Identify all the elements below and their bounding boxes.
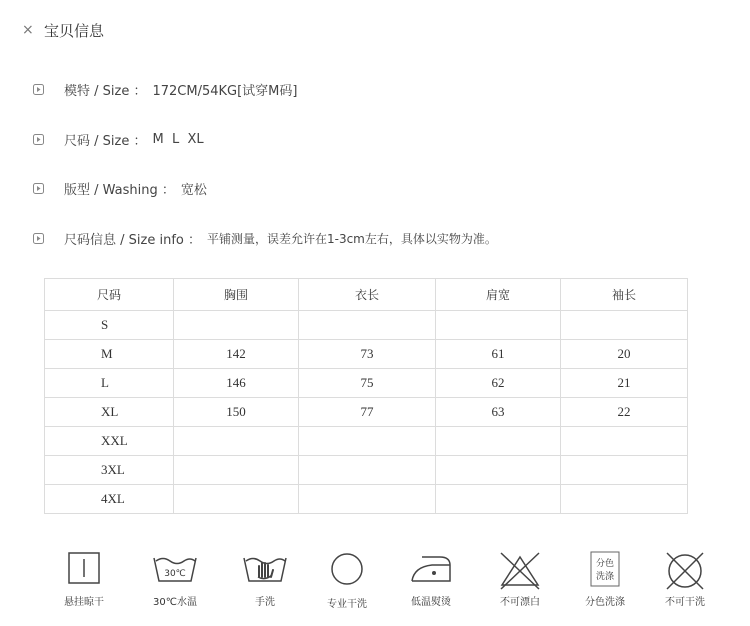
table-cell: 3XL bbox=[45, 456, 174, 485]
table-cell: 77 bbox=[299, 398, 436, 427]
care-item-dry-clean bbox=[307, 551, 387, 610]
table-header-row bbox=[45, 279, 688, 311]
table-cell bbox=[174, 485, 299, 514]
column-header: 肩宽 bbox=[436, 279, 561, 311]
info-row-size-info bbox=[33, 229, 497, 248]
table-cell bbox=[299, 311, 436, 340]
table-cell bbox=[299, 485, 436, 514]
table-cell: XXL bbox=[45, 427, 174, 456]
column-header: 胸围 bbox=[174, 279, 299, 311]
care-label: 不可干洗 bbox=[665, 597, 705, 608]
table-cell bbox=[561, 485, 688, 514]
table-cell bbox=[436, 485, 561, 514]
care-item-low-iron bbox=[391, 551, 471, 608]
care-label: 不可漂白 bbox=[500, 597, 540, 608]
info-label: 尺码信息 / Size info ： bbox=[64, 233, 201, 248]
section-header bbox=[22, 18, 104, 42]
table-cell bbox=[299, 427, 436, 456]
hang-dry-icon bbox=[67, 551, 101, 585]
table-cell: 21 bbox=[561, 369, 688, 398]
info-row-model bbox=[33, 80, 297, 99]
care-item-no-tumble-dry bbox=[645, 551, 725, 608]
no-bleach-icon bbox=[498, 551, 542, 591]
table-cell bbox=[174, 456, 299, 485]
table-cell: 20 bbox=[561, 340, 688, 369]
table-cell bbox=[436, 456, 561, 485]
info-label: 版型 / Washing ： bbox=[64, 183, 175, 198]
table-cell bbox=[561, 456, 688, 485]
table-cell bbox=[436, 427, 561, 456]
column-header: 衣长 bbox=[299, 279, 436, 311]
care-label: 手洗 bbox=[255, 597, 275, 608]
info-label: 模特 / Size ： bbox=[64, 84, 147, 99]
care-item-separate-wash bbox=[565, 551, 645, 608]
wash-30-icon bbox=[151, 551, 199, 585]
no-tumble-dry-icon bbox=[665, 551, 705, 591]
table-cell bbox=[561, 427, 688, 456]
care-item-no-bleach bbox=[480, 551, 560, 608]
separate-wash-text: 分色 bbox=[595, 559, 615, 569]
care-label: 悬挂晾干 bbox=[64, 597, 104, 608]
size-table bbox=[44, 278, 688, 514]
care-item-wash-30 bbox=[135, 551, 215, 608]
play-bullet-icon bbox=[33, 233, 44, 244]
table-cell: XL bbox=[45, 398, 174, 427]
dry-clean-icon bbox=[329, 551, 365, 587]
table-cell: 146 bbox=[174, 369, 299, 398]
separate-wash-icon bbox=[590, 551, 620, 587]
table-cell bbox=[561, 311, 688, 340]
close-icon[interactable]: × bbox=[22, 22, 34, 38]
table-cell: L bbox=[45, 369, 174, 398]
table-cell: 73 bbox=[299, 340, 436, 369]
care-item-hand-wash bbox=[225, 551, 305, 608]
care-label: 低温熨烫 bbox=[411, 597, 451, 608]
table-row bbox=[45, 485, 688, 514]
table-cell: 61 bbox=[436, 340, 561, 369]
wash-temperature-label: 30℃ bbox=[164, 569, 186, 579]
care-label: 30℃水温 bbox=[153, 597, 197, 608]
column-header: 尺码 bbox=[45, 279, 174, 311]
table-cell: 22 bbox=[561, 398, 688, 427]
table-cell: 4XL bbox=[45, 485, 174, 514]
table-cell bbox=[174, 311, 299, 340]
table-cell: 75 bbox=[299, 369, 436, 398]
table-cell bbox=[174, 427, 299, 456]
section-title: 宝贝信息 bbox=[44, 21, 105, 40]
info-row-fit bbox=[33, 179, 207, 198]
table-row bbox=[45, 311, 688, 340]
table-row bbox=[45, 427, 688, 456]
info-value: M L XL bbox=[152, 132, 204, 147]
table-cell: 150 bbox=[174, 398, 299, 427]
info-value: 平铺测量，误差允许在1-3cm左右，具体以实物为准。 bbox=[206, 232, 497, 246]
care-label: 专业干洗 bbox=[327, 599, 367, 610]
care-label: 分色洗涤 bbox=[585, 597, 625, 608]
table-cell bbox=[436, 311, 561, 340]
table-row bbox=[45, 369, 688, 398]
table-cell bbox=[299, 456, 436, 485]
table-cell: 63 bbox=[436, 398, 561, 427]
play-bullet-icon bbox=[33, 84, 44, 95]
play-bullet-icon bbox=[33, 183, 44, 194]
info-value: 172CM/54KG[试穿M码] bbox=[152, 84, 298, 99]
low-iron-icon bbox=[408, 551, 454, 585]
info-label: 尺码 / Size ： bbox=[64, 134, 147, 149]
table-row bbox=[45, 340, 688, 369]
separate-wash-text: 洗涤 bbox=[595, 572, 615, 582]
table-row bbox=[45, 456, 688, 485]
table-cell: 142 bbox=[174, 340, 299, 369]
table-row bbox=[45, 398, 688, 427]
play-bullet-icon bbox=[33, 134, 44, 145]
table-cell: M bbox=[45, 340, 174, 369]
table-cell: 62 bbox=[436, 369, 561, 398]
table-cell: S bbox=[45, 311, 174, 340]
care-item-hang-dry bbox=[44, 551, 124, 608]
hand-wash-icon bbox=[241, 551, 289, 585]
column-header: 袖长 bbox=[561, 279, 688, 311]
info-value: 宽松 bbox=[180, 183, 207, 198]
info-row-size bbox=[33, 130, 204, 149]
